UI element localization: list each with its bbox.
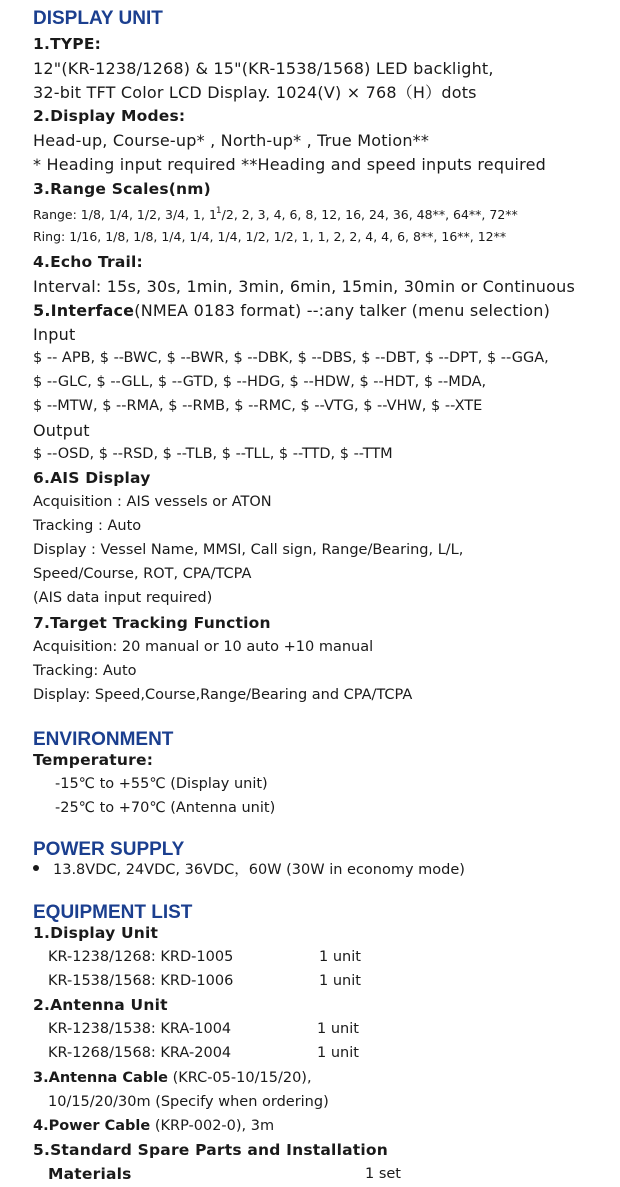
equipment-item-name: KR-1538/1568: KRD-1006 — [48, 973, 234, 989]
equipment-item-qty: 1 unit — [319, 949, 361, 965]
ais-line-2: Tracking : Auto — [33, 518, 142, 534]
interface-heading — [33, 303, 550, 319]
temperature-heading: Temperature: — [33, 751, 154, 769]
bullet-icon — [33, 865, 39, 871]
environment-title: ENVIRONMENT — [33, 729, 174, 750]
spare-parts-qty: 1 set — [365, 1166, 401, 1182]
output-label: Output — [33, 421, 90, 440]
type-heading: 1.TYPE: — [33, 35, 102, 53]
type-line-1: 12"(KR-1238/1268) & 15"(KR-1538/1568) LED backlight, — [33, 59, 494, 78]
ais-line-1: Acquisition : AIS vessels or ATON — [33, 494, 272, 510]
range-line — [33, 207, 518, 222]
ais-line-5: (AIS data input required) — [33, 590, 213, 606]
antenna-cable-heading: 3.Antenna Cable — [33, 1070, 168, 1086]
equipment-list-title: EQUIPMENT LIST — [33, 902, 193, 923]
equipment-item-qty: 1 unit — [317, 1021, 359, 1037]
input-line-3: $ --MTW, $ --RMA, $ --RMB, $ --RMC, $ --VTG, $ --VHW, $ --XTE — [33, 398, 483, 414]
temperature-line-1: -15℃ to +55℃ (Display unit) — [55, 776, 268, 792]
tracking-line-2: Tracking: Auto — [33, 663, 137, 679]
type-line-2: 32-bit TFT Color LCD Display. 1024(V) × 768（H）dots — [33, 83, 477, 102]
range-fraction: 1 — [215, 206, 222, 216]
antenna-cable-line — [33, 1071, 312, 1086]
display-unit-title: DISPLAY UNIT — [33, 8, 163, 29]
interface-heading-rest: (NMEA 0183 format) --:any talker (menu selection) — [134, 301, 551, 320]
power-cable-rest: (KRP-002-0), 3m — [150, 1118, 275, 1134]
input-line-1: $ -- APB, $ --BWC, $ --BWR, $ --DBK, $ --DBS, $ --DBT, $ --DPT, $ --GGA, — [33, 350, 549, 366]
ring-line: Ring: 1/16, 1/8, 1/8, 1/4, 1/4, 1/4, 1/2, 1/2, 1, 1, 2, 2, 4, 4, 6, 8**, 16**, 12** — [33, 229, 507, 244]
tracking-line-3: Display: Speed,Course,Range/Bearing and CPA/TCPA — [33, 687, 413, 703]
antenna-cable-line-2: 10/15/20/30m (Specify when ordering) — [48, 1094, 329, 1110]
power-supply-title: POWER SUPPLY — [33, 839, 185, 860]
range-text-a: Range: 1/8, 1/4, 1/2, 3/4, 1, 1 — [33, 207, 217, 222]
range-heading: 3.Range Scales(nm) — [33, 180, 211, 198]
temperature-line-2: -25℃ to +70℃ (Antenna unit) — [55, 800, 276, 816]
modes-line-2: * Heading input required **Heading and speed inputs required — [33, 155, 547, 174]
interface-heading-bold: 5.Interface — [33, 301, 135, 320]
equipment-item-qty: 1 unit — [317, 1045, 359, 1061]
ais-heading: 6.AIS Display — [33, 469, 151, 487]
input-line-2: $ --GLC, $ --GLL, $ --GTD, $ --HDG, $ --HDW, $ --HDT, $ --MDA, — [33, 374, 487, 390]
spare-parts-heading: 5.Standard Spare Parts and Installation — [33, 1141, 388, 1159]
echo-heading: 4.Echo Trail: — [33, 253, 143, 271]
power-cable-line — [33, 1119, 274, 1134]
modes-heading: 2.Display Modes: — [33, 107, 186, 125]
modes-line-1: Head-up, Course-up* , North-up* , True Motion** — [33, 131, 430, 150]
equipment-item-qty: 1 unit — [319, 973, 361, 989]
equipment-item-name: KR-1268/1568: KRA-2004 — [48, 1045, 232, 1061]
echo-line: Interval: 15s, 30s, 1min, 3min, 6min, 15min, 30min or Continuous — [33, 277, 575, 296]
input-label: Input — [33, 325, 76, 344]
power-supply-line — [33, 863, 465, 878]
power-supply-text: 13.8VDC, 24VDC, 36VDC，60W (30W in economy mode) — [53, 862, 465, 878]
ais-line-3: Display : Vessel Name, MMSI, Call sign, Range/Bearing, L/L, — [33, 542, 464, 558]
tracking-line-1: Acquisition: 20 manual or 10 auto +10 manual — [33, 639, 374, 655]
equipment-antenna-heading: 2.Antenna Unit — [33, 996, 168, 1014]
equipment-item-name: KR-1238/1538: KRA-1004 — [48, 1021, 232, 1037]
spare-parts-heading-2: Materials — [48, 1165, 132, 1183]
power-cable-heading: 4.Power Cable — [33, 1118, 151, 1134]
ais-line-4: Speed/Course, ROT, CPA/TCPA — [33, 566, 252, 582]
antenna-cable-rest: (KRC-05-10/15/20), — [168, 1070, 312, 1086]
equipment-item-name: KR-1238/1268: KRD-1005 — [48, 949, 234, 965]
range-text-b: /2, 2, 3, 4, 6, 8, 12, 16, 24, 36, 48**, 64**, 72** — [221, 207, 518, 222]
equipment-display-heading: 1.Display Unit — [33, 924, 159, 942]
tracking-heading: 7.Target Tracking Function — [33, 614, 271, 632]
output-line: $ --OSD, $ --RSD, $ --TLB, $ --TLL, $ --TTD, $ --TTM — [33, 446, 393, 462]
